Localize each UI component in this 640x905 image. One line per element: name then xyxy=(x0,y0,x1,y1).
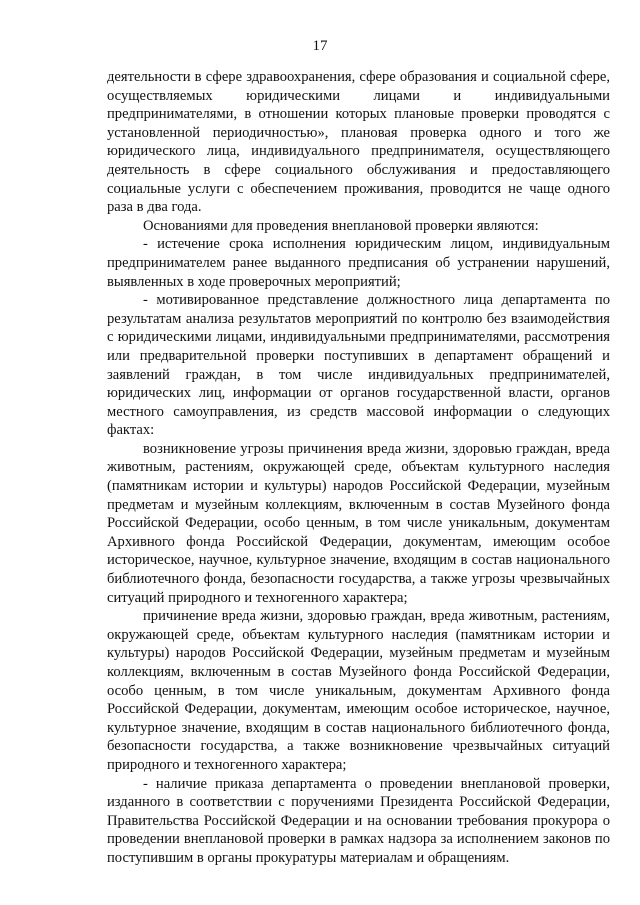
page-number: 17 xyxy=(312,38,328,54)
paragraph: возникновение угрозы причинения вреда жизни, здоровью граждан, вреда животным, растениям, окружающей среде, объектам культурного наследия (памятникам истории и культуры) народов Российской Федерации, музейным предметам и музейным коллекциям, включенным в состав Музейного фонда Российской Федерации, особо ценным, в том числе уникальным, документам Архивного фонда Российской Федерации, документам, имеющим особое историческое, научное, культурное значение, входящим в состав национального библиотечного фонда, безопасности государства, а также угрозы чрезвычайных ситуаций природного и техногенного характера; xyxy=(107,440,610,606)
paragraph: - истечение срока исполнения юридическим лицом, индивидуальным предпринимателем ранее выданного предписания об устранении нарушений, выявленных в ходе проверочных мероприятий; xyxy=(107,236,610,290)
paragraph: Основаниями для проведения внеплановой проверки являются: xyxy=(143,217,539,234)
paragraph: причинение вреда жизни, здоровью граждан, вреда животным, растениям, окружающей среде, объектам культурного наследия (памятникам истории и культуры) народов Российской Федерации, музейным предметам и музейным коллекциям, включенным в состав Музейного фонда Российской Федерации, особо ценным, в том числе уникальным, документам Архивного фонда Российской Федерации, документам, имеющим особое историческое, научное, культурное значение, входящим в состав национального библиотечного фонда, безопасности государства, а также возникновение чрезвычайных ситуаций природного и техногенного характера; xyxy=(107,608,610,773)
paragraph: - наличие приказа департамента о проведении внеплановой проверки, изданного в соответствии с поручениями Президента Российской Федерации, Правительства Российской Федерации и на основании требования прокурора о проведении внеплановой проверки в рамках надзора за исполнением законов по поступившим в органы прокуратуры материалам и обращениям. xyxy=(107,775,610,866)
document-body xyxy=(107,68,610,868)
paragraph: - мотивированное представление должностного лица департамента по результатам анализа результатов мероприятий по контролю без взаимодействия с юридическими лицами, индивидуальными предпринимателями, рассмотрения или предварительной проверки поступивших в департамент обращений и заявлений граждан, в том числе индивидуальных предпринимателей, юридических лиц, информации от органов государственной власти, органов местного самоуправления, из средств массовой информации о следующих фактах: xyxy=(107,292,610,439)
paragraph: деятельности в сфере здравоохранения, сфере образования и социальной сфере, осуществляемых юридическими лицами и индивидуальными предпринимателями, в отношении которых плановые проверки проводятся с установленной периодичностью», плановая проверка одного и того же юридического лица, индивидуального предпринимателя, осуществляющего деятельность в сфере социального обслуживания и предоставляющего социальные услуги с обеспечением проживания, проводится не чаще одного раза в два года. xyxy=(107,69,610,216)
